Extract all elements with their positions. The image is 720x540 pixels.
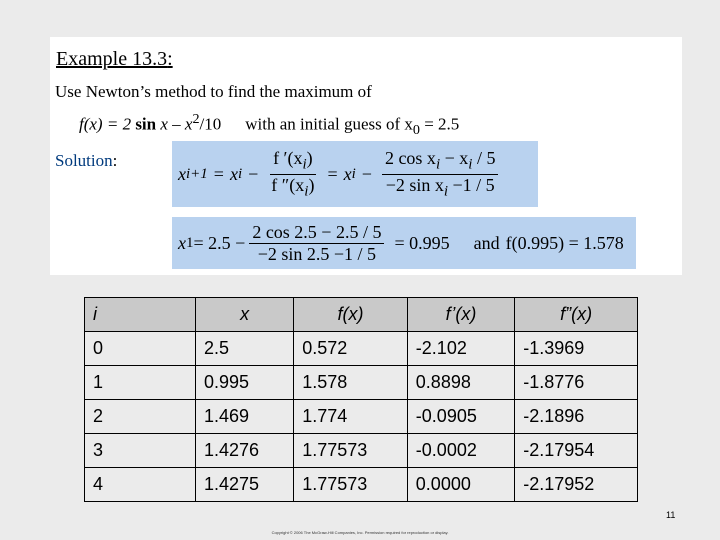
table-cell: 2.5: [196, 332, 294, 366]
iteration-table: [84, 297, 638, 502]
column-header: f”(x): [515, 298, 638, 332]
table-cell: 1.469: [196, 400, 294, 434]
function-definition: f(x) = 2 sin x – $x^2/10$ with an initial guess of $x_0 = 2.5$: [79, 111, 460, 139]
table-cell: 1: [85, 366, 196, 400]
table-cell: 0.8898: [407, 366, 514, 400]
newton-formula: x i+1 = x i − $\frac{f '(x_i)}{f ''(x_i)}$ = x i − $\frac{2 \cos x_i - x_i / 5}{-2 \sin x_i -1 / 5}$: [172, 141, 538, 207]
table-cell: 1.77573: [294, 434, 408, 468]
explicit-ratio: $\frac{2 \cos x_i - x_i / 5}{-2 \sin x_i -1 / 5}$: [382, 148, 499, 201]
table-cell: -1.3969: [515, 332, 638, 366]
table-header-row: [85, 298, 638, 332]
derivative-ratio: $\frac{f '(x_i)}{f ''(x_i)}$: [271, 147, 315, 200]
iteration-ratio: $\frac{2 \cos 2.5 - 2.5 / 5}{-2 \sin 2.5 -1 / 5}$: [249, 222, 384, 264]
table-cell: 4: [85, 468, 196, 502]
table-cell: 1.4276: [196, 434, 294, 468]
column-header: x: [196, 298, 294, 332]
table-row: [85, 366, 638, 400]
table-row: [85, 332, 638, 366]
table-cell: 3: [85, 434, 196, 468]
table-cell: -0.0002: [407, 434, 514, 468]
first-iteration-formula: x 1 = 2.5 − $\frac{2 \cos 2.5 - 2.5 / 5}{-2 \sin 2.5 -1 / 5}$ = 0.995 and f(0.995) = 1.578: [172, 217, 636, 269]
example-title: Example 13.3:: [56, 48, 173, 70]
problem-statement: Use Newton’s method to find the maximum of: [55, 82, 372, 101]
table-cell: 2: [85, 400, 196, 434]
table-cell: 1.77573: [294, 468, 408, 502]
table-cell: -0.0905: [407, 400, 514, 434]
table-cell: 1.4275: [196, 468, 294, 502]
column-header: f’(x): [407, 298, 514, 332]
table-cell: 1.578: [294, 366, 408, 400]
copyright-notice: Copyright © 2006 The McGraw-Hill Companies, Inc. Permission required for reproduction or display.: [271, 530, 449, 535]
table-cell: 0: [85, 332, 196, 366]
table-cell: 1.774: [294, 400, 408, 434]
table-row: [85, 468, 638, 502]
table-cell: -2.102: [407, 332, 514, 366]
table-cell: 0.572: [294, 332, 408, 366]
table-cell: -2.17954: [515, 434, 638, 468]
table-cell: 0.995: [196, 366, 294, 400]
table-cell: -2.1896: [515, 400, 638, 434]
table-cell: 0.0000: [407, 468, 514, 502]
table-row: [85, 400, 638, 434]
column-header: i: [85, 298, 196, 332]
page-number: 11: [666, 510, 676, 520]
table-cell: -1.8776: [515, 366, 638, 400]
table-row: [85, 434, 638, 468]
table-cell: -2.17952: [515, 468, 638, 502]
solution-label: Solution:: [55, 151, 118, 170]
column-header: f(x): [294, 298, 408, 332]
